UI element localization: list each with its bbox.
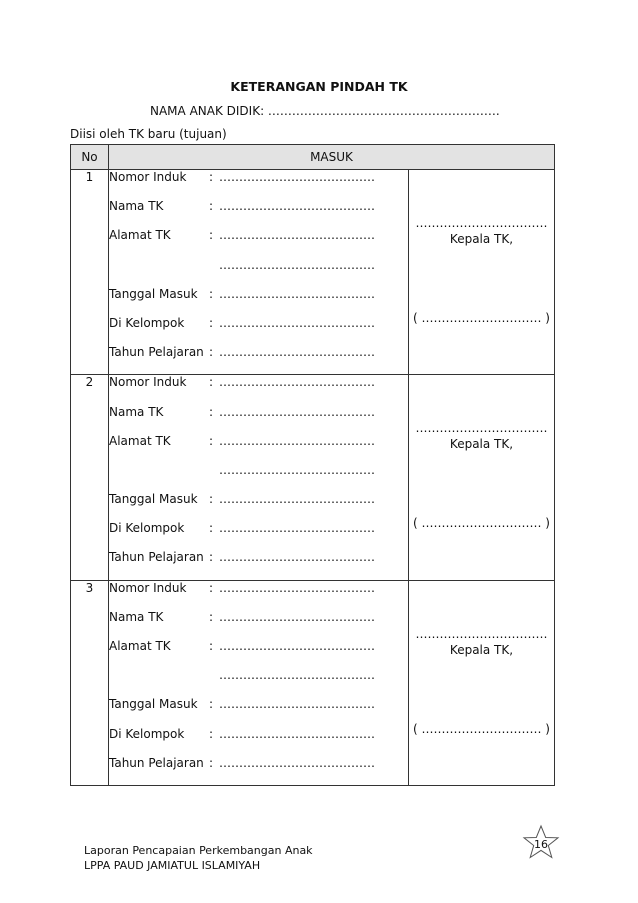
- field-row: [109, 463, 408, 492]
- transfer-table: [70, 144, 555, 786]
- field-blank: …………………………………: [219, 315, 375, 330]
- field-blank: …………………………………: [219, 345, 375, 360]
- field-label: Nomor Induk: [109, 375, 187, 390]
- field-label: Tanggal Masuk: [109, 492, 198, 507]
- field-separator: :: [209, 375, 214, 390]
- field-row: [109, 521, 408, 550]
- field-label: Nomor Induk: [109, 170, 187, 184]
- field-blank: …………………………………: [219, 257, 375, 272]
- field-label: Alamat TK: [109, 228, 171, 243]
- table-row: [71, 375, 555, 580]
- footer-institution: LPPA PAUD JAMIATUL ISLAMIYAH: [84, 859, 261, 872]
- field-blank: …………………………………: [219, 755, 375, 770]
- entry-fields: [109, 580, 409, 785]
- table-row: [71, 580, 555, 785]
- field-row: [109, 697, 408, 726]
- signature-place-date: ……………………………: [415, 421, 548, 436]
- field-row: [109, 668, 408, 697]
- field-row: [109, 727, 408, 756]
- signature-block: [409, 170, 555, 375]
- field-row: [109, 287, 408, 316]
- signature-place-date: ……………………………: [415, 626, 548, 641]
- signature-title: Kepala TK,: [449, 437, 514, 452]
- signature-name: ( ………………………… ): [413, 516, 550, 531]
- field-separator: :: [209, 199, 214, 214]
- field-blank: …………………………………: [219, 433, 375, 448]
- field-label: Alamat TK: [109, 433, 171, 448]
- field-blank: …………………………………: [219, 697, 375, 712]
- field-row: [109, 199, 408, 228]
- signature-block: [409, 375, 555, 580]
- field-row: [109, 170, 408, 199]
- field-row: [109, 550, 408, 579]
- field-blank: …………………………………: [219, 404, 375, 419]
- field-label: Nomor Induk: [109, 580, 187, 595]
- footer: [84, 843, 313, 873]
- field-label: Tanggal Masuk: [109, 286, 198, 301]
- signature-block: [409, 580, 555, 785]
- field-separator: :: [209, 609, 214, 624]
- field-row: [109, 492, 408, 521]
- field-blank: …………………………………: [219, 375, 375, 390]
- field-separator: :: [209, 228, 214, 243]
- field-blank: …………………………………: [219, 228, 375, 243]
- field-separator: :: [209, 286, 214, 301]
- field-blank: …………………………………: [219, 492, 375, 507]
- field-separator: :: [209, 433, 214, 448]
- field-blank: …………………………………: [219, 521, 375, 536]
- field-row: [109, 405, 408, 434]
- field-blank: …………………………………: [219, 668, 375, 683]
- field-row: [109, 375, 408, 404]
- field-label: Nama TK: [109, 404, 164, 419]
- entry-number: 2: [71, 375, 109, 580]
- field-label: Tanggal Masuk: [109, 697, 198, 712]
- field-label: Di Kelompok: [109, 726, 185, 741]
- field-separator: :: [209, 404, 214, 419]
- entry-fields: [109, 170, 409, 375]
- field-blank: …………………………………: [219, 199, 375, 214]
- field-row: [109, 756, 408, 785]
- field-separator: :: [209, 639, 214, 653]
- field-label: Nama TK: [109, 199, 164, 214]
- fill-note: Diisi oleh TK baru (tujuan): [70, 127, 227, 141]
- field-blank: …………………………………: [219, 462, 375, 477]
- field-blank: …………………………………: [219, 170, 375, 184]
- table-header-row: [71, 145, 555, 170]
- footer-report-title: Laporan Pencapaian Perkembangan Anak: [84, 844, 313, 857]
- header-masuk: MASUK: [109, 145, 555, 170]
- entry-number: 3: [71, 580, 109, 785]
- field-blank: …………………………………: [219, 639, 375, 653]
- field-blank: …………………………………: [219, 286, 375, 301]
- field-row: [109, 434, 408, 463]
- field-blank: …………………………………: [219, 726, 375, 741]
- field-row: [109, 639, 408, 668]
- field-row: [109, 316, 408, 345]
- page-number: 16: [534, 838, 548, 851]
- field-blank: …………………………………: [219, 609, 375, 624]
- field-separator: :: [209, 697, 214, 712]
- field-label: Tahun Pelajaran: [109, 550, 204, 565]
- field-blank: …………………………………: [219, 580, 375, 595]
- field-separator: :: [209, 492, 214, 507]
- entry-fields: [109, 375, 409, 580]
- field-row: [109, 581, 408, 610]
- field-separator: :: [209, 580, 214, 595]
- signature-title: Kepala TK,: [449, 642, 514, 657]
- field-label: Di Kelompok: [109, 521, 185, 536]
- field-separator: :: [209, 345, 214, 360]
- field-separator: :: [209, 315, 214, 330]
- entry-number: 1: [71, 170, 109, 375]
- header-no: No: [71, 145, 109, 170]
- table-row: [71, 170, 555, 375]
- field-separator: :: [209, 521, 214, 536]
- field-label: Tahun Pelajaran: [109, 755, 204, 770]
- field-separator: :: [209, 755, 214, 770]
- field-label: Di Kelompok: [109, 315, 185, 330]
- signature-name: ( ………………………… ): [413, 721, 550, 736]
- field-row: [109, 345, 408, 374]
- field-label: Alamat TK: [109, 639, 171, 653]
- document-title: KETERANGAN PINDAH TK: [230, 79, 408, 94]
- field-label: Tahun Pelajaran: [109, 345, 204, 360]
- field-separator: :: [209, 726, 214, 741]
- signature-title: Kepala TK,: [449, 232, 514, 246]
- field-separator: :: [209, 550, 214, 565]
- student-name-line: NAMA ANAK DIDIK: ………………………………………………….: [150, 104, 500, 118]
- signature-place-date: ……………………………: [415, 216, 548, 230]
- signature-name: ( ………………………… ): [413, 311, 550, 325]
- field-label: Nama TK: [109, 609, 164, 624]
- field-row: [109, 610, 408, 639]
- field-blank: …………………………………: [219, 550, 375, 565]
- field-separator: :: [209, 170, 214, 184]
- field-row: [109, 258, 408, 287]
- field-row: [109, 228, 408, 257]
